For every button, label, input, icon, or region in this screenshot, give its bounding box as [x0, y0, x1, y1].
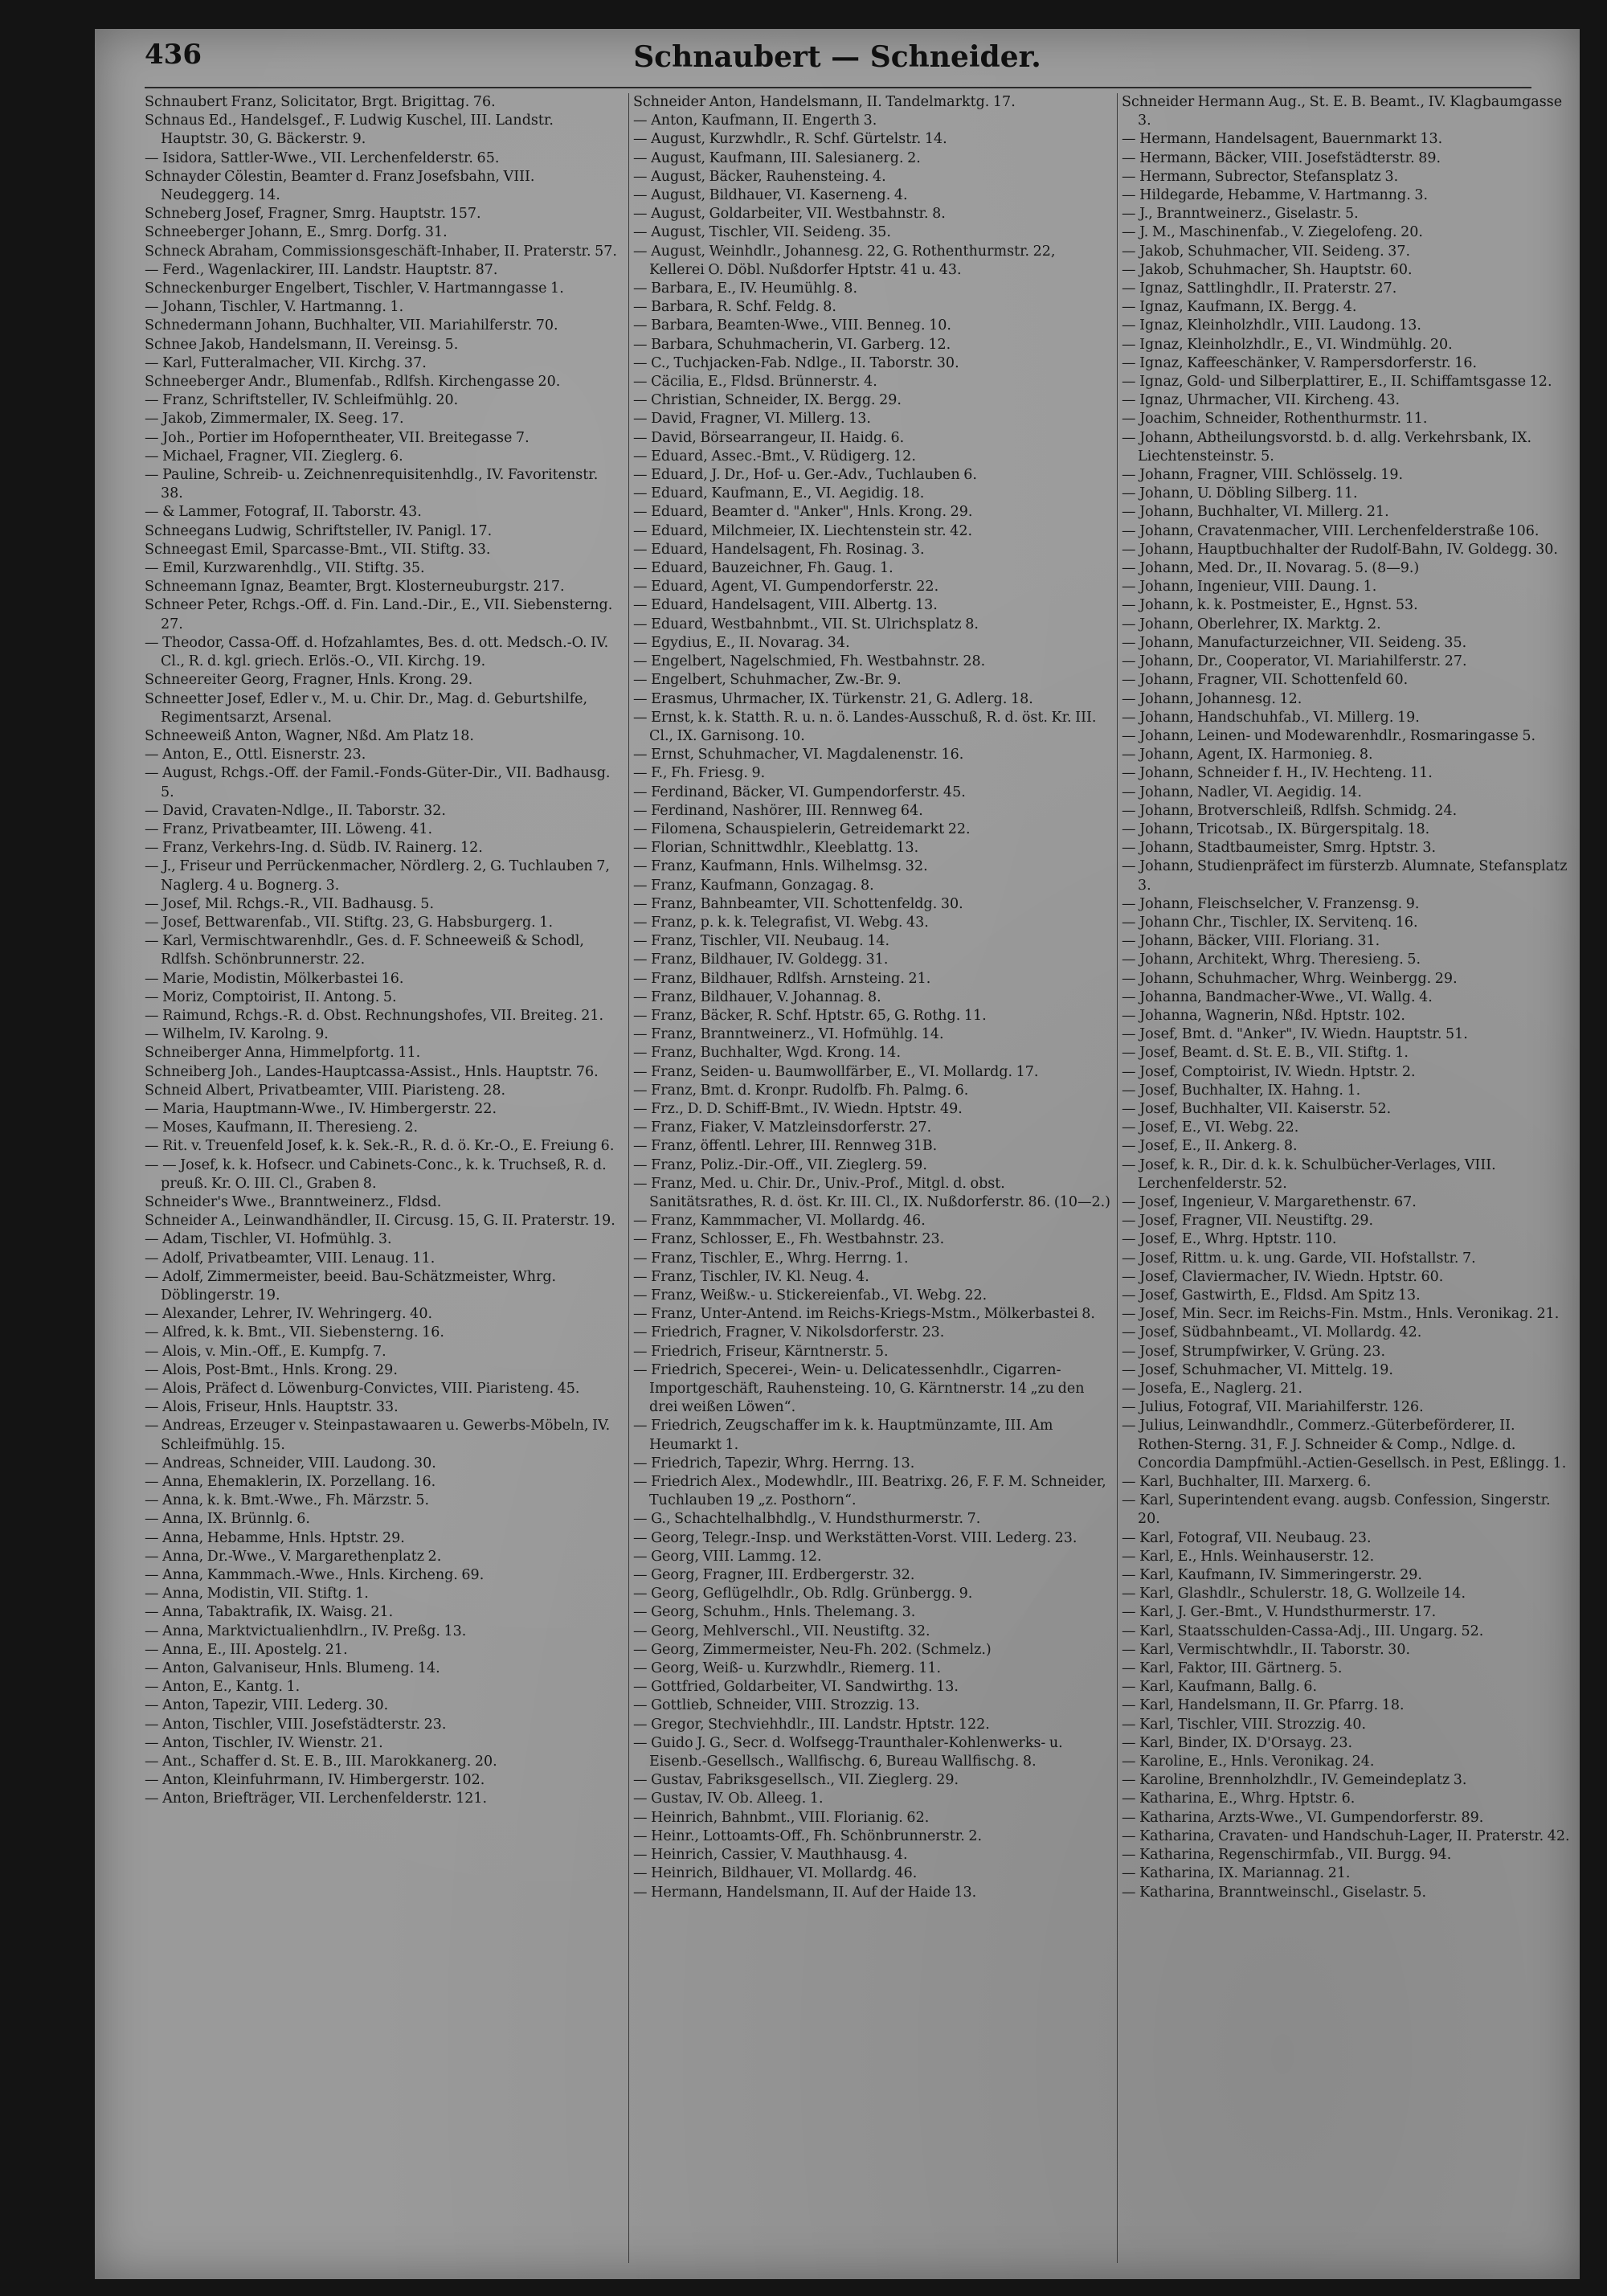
directory-entry: — Emil, Kurzwarenhdlg., VII. Stiftg. 35. — [145, 560, 425, 577]
directory-entry: — Johann, Fragner, VIII. Schlösselg. 19. — [1122, 467, 1404, 484]
directory-entry: — Josef, Südbahnbeamt., VI. Mollardg. 42. — [1122, 1324, 1422, 1341]
directory-entry: — Ignaz, Uhrmacher, VII. Kircheng. 43. — [1122, 392, 1401, 409]
directory-entry: Schnaus Ed., Handelsgef., F. Ludwig Kuschel, III. Landstr. Hauptstr. 30, G. Bäckerstr. 9. — [145, 113, 554, 148]
directory-entry: — Eduard, Westbahnbmt., VII. St. Ulrichsplatz 8. — [633, 616, 979, 632]
directory-entry: — Johann, Brotverschleiß, Rdlfsh. Schmidg. 24. — [1122, 802, 1458, 819]
directory-entry: — Johann, Architekt, Whrg. Theresieng. 5. — [1122, 952, 1421, 968]
directory-entry: — Franz, Kaufmann, Gonzagag. 8. — [633, 877, 874, 894]
directory-entry: Schneeberger Andr., Blumenfab., Rdlfsh. Kirchengasse 20. — [145, 374, 561, 391]
directory-entry: — Jakob, Schuhmacher, Sh. Hauptstr. 60. — [1122, 261, 1413, 278]
directory-entry: — Maria, Hauptmann-Wwe., IV. Himbergerstr. 22. — [145, 1100, 497, 1117]
directory-entry: — Johann, Cravatenmacher, VIII. Lerchenfelderstraße 106. — [1122, 522, 1540, 539]
directory-entry: — Anton, Galvaniseur, Hnls. Blumeng. 14. — [145, 1660, 440, 1677]
directory-entry: — Johann, Stadtbaumeister, Smrg. Hptstr. 3. — [1122, 840, 1437, 857]
directory-entry: — Josef, Schuhmacher, VI. Mittelg. 19. — [1122, 1361, 1393, 1378]
directory-entry: — Georg, Weiß- u. Kurzwhdlr., Riemerg. 11. — [633, 1660, 942, 1677]
directory-entry: — Hermann, Handelsmann, II. Auf der Haide 13. — [633, 1884, 977, 1901]
directory-entry: — Johann, Hauptbuchhalter der Rudolf-Bahn, IV. Goldegg. 30. — [1122, 541, 1558, 558]
directory-entry: — Anna, Dr.-Wwe., V. Margarethenplatz 2. — [145, 1548, 442, 1565]
directory-entry: — Karl, Futteralmacher, VII. Kirchg. 37. — [145, 354, 427, 371]
directory-entry: — Katharina, Arzts-Wwe., VI. Gumpendorferstr. 89. — [1122, 1809, 1484, 1826]
directory-entry: — Gustav, Fabriksgesellsch., VII. Zieglerg. 29. — [633, 1772, 959, 1789]
directory-entry: — Josef, E., II. Ankerg. 8. — [1122, 1138, 1298, 1155]
directory-entry: — Franz, Bildhauer, IV. Goldegg. 31. — [633, 952, 889, 968]
directory-entry: — Johann, Nadler, VI. Aegidig. 14. — [1122, 784, 1362, 800]
directory-entry: — Josef, Beamt. d. St. E. B., VII. Stiftg. 1. — [1122, 1045, 1409, 1062]
directory-entry: — Ignaz, Kaffeeschänker, V. Rampersdorferstr. 16. — [1122, 354, 1478, 371]
directory-entry: — Franz, Bäcker, R. Schf. Hptstr. 65, G. Rothg. 11. — [633, 1007, 987, 1024]
directory-entry: — Erasmus, Uhrmacher, IX. Türkenstr. 21, G. Adlerg. 18. — [633, 690, 1033, 707]
directory-entry: — Barbara, E., IV. Heumühlg. 8. — [633, 280, 858, 297]
directory-entry: — David, Fragner, VI. Millerg. 13. — [633, 411, 871, 428]
directory-entry: — Karl, Vermischtwarenhdlr., Ges. d. F. Schneeweiß & Schodl, Rdlfsh. Schönbrunnerstr. 22. — [145, 933, 584, 968]
directory-entry: — Katharina, Branntweinschl., Giselastr. 5. — [1122, 1884, 1427, 1901]
directory-entry: Schneemann Ignaz, Beamter, Brgt. Klosterneuburgstr. 217. — [145, 579, 565, 595]
directory-entry: — Josef, Strumpfwirker, V. Grüng. 23. — [1122, 1343, 1386, 1360]
directory-entry: — Franz, Bildhauer, V. Johannag. 8. — [633, 988, 881, 1005]
directory-entry: — C., Tuchjacken-Fab. Ndlge., II. Taborstr. 30. — [633, 354, 959, 371]
directory-entry: — Anna, Modistin, VII. Stiftg. 1. — [145, 1586, 369, 1602]
directory-entry: Schneer Peter, Rchgs.-Off. d. Fin. Land.-Dir., E., VII. Siebensterng. 27. — [145, 597, 613, 632]
directory-entry: — Franz, Branntweinerz., VI. Hofmühlg. 14. — [633, 1026, 944, 1043]
directory-entry: Schneeweiß Anton, Wagner, Nßd. Am Platz 18. — [145, 727, 474, 744]
directory-entry: — Johann, Schuhmacher, Whrg. Weinbergg. 29. — [1122, 970, 1458, 987]
directory-entry: — Johann, Johannesg. 12. — [1122, 690, 1302, 707]
directory-entry: — Pauline, Schreib- u. Zeichnenrequisitenhdlg., IV. Favoritenstr. 38. — [145, 467, 599, 502]
directory-entry: — Josef, E., Whrg. Hptstr. 110. — [1122, 1231, 1337, 1248]
directory-entry: — Alois, Präfect d. Löwenburg-Convictes, VIII. Piaristeng. 45. — [145, 1381, 580, 1398]
directory-entry: — Johanna, Wagnerin, Nßd. Hptstr. 102. — [1122, 1007, 1405, 1024]
directory-entry: — Johann, Schneider f. H., IV. Hechteng. 11. — [1122, 765, 1433, 782]
directory-entry: — Karl, Superintendent evang. augsb. Confession, Singerstr. 20. — [1122, 1492, 1551, 1528]
directory-entry: — Alois, Post-Bmt., Hnls. Krong. 29. — [145, 1361, 398, 1378]
directory-entry: — Johann, Abtheilungsvorstd. b. d. allg. Verkehrsbank, IX. Liechtensteinstr. 5. — [1122, 429, 1532, 465]
column-rule — [628, 93, 629, 2263]
directory-entry: — Josef, Mil. Rchgs.-R., VII. Badhausg. 5. — [145, 895, 435, 912]
directory-entry: — Christian, Schneider, IX. Bergg. 29. — [633, 392, 902, 409]
directory-entry: — Gustav, IV. Ob. Alleeg. 1. — [633, 1791, 824, 1807]
directory-entry: — Franz, Tischler, IV. Kl. Neug. 4. — [633, 1268, 869, 1285]
directory-entry: — Georg, Mehlverschl., VII. Neustiftg. 32. — [633, 1623, 930, 1639]
directory-entry: — Franz, Tischler, VII. Neubaug. 14. — [633, 933, 890, 950]
directory-entry: — Karl, J. Ger.-Bmt., V. Hundsthurmerstr. 17. — [1122, 1604, 1437, 1621]
directory-entry: — August, Weinhdlr., Johannesg. 22, G. Rothenthurmstr. 22, Kellerei O. Döbl. Nußdorfer Hptstr. 41 u. 43. — [633, 243, 1056, 278]
directory-entry: — Johann, Tischler, V. Hartmanng. 1. — [145, 299, 404, 316]
directory-entry: — Franz, Schriftsteller, IV. Schleifmühlg. 20. — [145, 392, 459, 409]
directory-entry: — Hermann, Subrector, Stefansplatz 3. — [1122, 168, 1399, 185]
directory-column-3 — [1122, 93, 1572, 2268]
directory-entry: — Franz, Poliz.-Dir.-Off., VII. Zieglerg. 59. — [633, 1156, 927, 1173]
directory-entry: — Josef, Rittm. u. k. ung. Garde, VII. Hofstallstr. 7. — [1122, 1250, 1476, 1267]
directory-entry: — Guido J. G., Secr. d. Wolfsegg-Traunthaler-Kohlenwerks- u. Eisenb.-Gesellsch., Wallfischg. 6, Bureau Wallfischg. 8. — [633, 1734, 1063, 1770]
directory-entry: — Georg, Geflügelhdlr., Ob. Rdlg. Grünbergg. 9. — [633, 1586, 973, 1602]
directory-entry: — Barbara, Schuhmacherin, VI. Garberg. 12. — [633, 336, 951, 353]
directory-entry: — Anna, k. k. Bmt.-Wwe., Fh. Märzstr. 5. — [145, 1492, 430, 1509]
directory-entry: — Johann, Tricotsab., IX. Bürgerspitalg. 18. — [1122, 821, 1430, 837]
directory-entry: — August, Bildhauer, VI. Kaserneng. 4. — [633, 187, 908, 204]
directory-entry: — Raimund, Rchgs.-R. d. Obst. Rechnungshofes, VII. Breiteg. 21. — [145, 1007, 604, 1024]
directory-entry: — G., Schachtelhalbhdlg., V. Hundsthurmerstr. 7. — [633, 1511, 981, 1528]
directory-entry: — Franz, Bahnbeamter, VII. Schottenfeldg. 30. — [633, 895, 963, 912]
directory-entry: Schneider Hermann Aug., St. E. B. Beamt., IV. Klagbaumgasse 3. — [1122, 94, 1563, 129]
directory-entry: — Karoline, Brennholzhdlr., IV. Gemeindeplatz 3. — [1122, 1772, 1467, 1789]
directory-entry: — Gregor, Stechviehhdlr., III. Landstr. Hptstr. 122. — [633, 1716, 990, 1733]
directory-entry: — Karoline, E., Hnls. Veronikag. 24. — [1122, 1754, 1375, 1770]
directory-entry: — Johann, Oberlehrer, IX. Marktg. 2. — [1122, 616, 1381, 632]
directory-entry: — Josef, Min. Secr. im Reichs-Fin. Mstm., Hnls. Veronikag. 21. — [1122, 1306, 1560, 1323]
directory-entry: — Jakob, Zimmermaler, IX. Seeg. 17. — [145, 411, 404, 428]
directory-entry: Schneegans Ludwig, Schriftsteller, IV. Panigl. 17. — [145, 522, 493, 539]
directory-entry: Schneider Anton, Handelsmann, II. Tandelmarktg. 17. — [633, 94, 1016, 110]
directory-entry: — Karl, Tischler, VIII. Strozzig. 40. — [1122, 1716, 1367, 1733]
directory-entry: — Michael, Fragner, VII. Zieglerg. 6. — [145, 448, 403, 465]
directory-entry: — Anton, E., Kantg. 1. — [145, 1679, 301, 1696]
directory-entry: — Karl, Staatsschulden-Cassa-Adj., III. Ungarg. 52. — [1122, 1623, 1484, 1639]
directory-entry: — Filomena, Schauspielerin, Getreidemarkt 22. — [633, 821, 971, 837]
directory-entry: — Karl, Kaufmann, Ballg. 6. — [1122, 1679, 1318, 1696]
directory-entry: Schneid Albert, Privatbeamter, VIII. Piaristeng. 28. — [145, 1082, 506, 1099]
directory-entry: — Theodor, Cassa-Off. d. Hofzahlamtes, Bes. d. ott. Medsch.-O. IV. Cl., R. d. kgl. griech. Erlös.-O., VII. Kirchg. 19. — [145, 634, 609, 670]
directory-entry: — Ferdinand, Nashörer, III. Rennweg 64. — [633, 802, 923, 819]
directory-entry: — Karl, Fotograf, VII. Neubaug. 23. — [1122, 1529, 1372, 1546]
directory-entry: — Franz, Schlosser, E., Fh. Westbahnstr. 23. — [633, 1231, 945, 1248]
directory-entry: — Alfred, k. k. Bmt., VII. Siebensterng. 16. — [145, 1324, 444, 1341]
directory-entry: — Josef, Buchhalter, IX. Hahng. 1. — [1122, 1082, 1361, 1099]
directory-entry: — J., Branntweinerz., Giselastr. 5. — [1122, 206, 1359, 223]
directory-entry: — Eduard, Milchmeier, IX. Liechtenstein str. 42. — [633, 522, 973, 539]
directory-entry: — David, Cravaten-Ndlge., II. Taborstr. 32. — [145, 802, 446, 819]
directory-entry: — August, Bäcker, Rauhensteing. 4. — [633, 168, 886, 185]
directory-entry: — Johann, U. Döbling Silberg. 11. — [1122, 485, 1358, 502]
directory-entry: — Eduard, Handelsagent, VIII. Albertg. 13. — [633, 597, 938, 614]
column-rule — [1117, 93, 1118, 2263]
directory-entry: — Katharina, IX. Mariannag. 21. — [1122, 1865, 1351, 1882]
directory-entry: — Johann, Manufacturzeichner, VII. Seideng. 35. — [1122, 634, 1467, 651]
directory-entry: — Barbara, R. Schf. Feldg. 8. — [633, 299, 836, 316]
directory-entry: — Anna, Ehemaklerin, IX. Porzellang. 16. — [145, 1474, 436, 1491]
directory-entry: — Anton, Tischler, IV. Wienstr. 21. — [145, 1734, 383, 1751]
directory-entry: — Eduard, Handelsagent, Fh. Rosinag. 3. — [633, 541, 925, 558]
directory-entry: — Josef, k. R., Dir. d. k. k. Schulbücher-Verlages, VIII. Lerchenfelderstr. 52. — [1122, 1156, 1496, 1192]
directory-entry: — Heinrich, Bildhauer, VI. Mollardg. 46. — [633, 1865, 918, 1882]
directory-entry: — Ignaz, Kleinholzhdlr., E., VI. Windmühlg. 20. — [1122, 336, 1453, 353]
directory-entry: Schneiberg Joh., Landes-Hauptcassa-Assist., Hnls. Hauptstr. 76. — [145, 1063, 599, 1080]
directory-entry: — Johann, Med. Dr., II. Novarag. 5. (8—9.) — [1122, 560, 1420, 577]
directory-entry: — Josef, Ingenieur, V. Margarethenstr. 67. — [1122, 1193, 1417, 1210]
directory-entry: — Friedrich, Specerei-, Wein- u. Delicatessenhdlr., Cigarren-Importgeschäft, Rauhensteing. 10, G. Kärntnerstr. 14 „zu den drei weißen Löwen“. — [633, 1361, 1085, 1416]
running-head: Schnaubert — Schneider. — [633, 40, 1041, 74]
directory-entry: — Heinr., Lottoamts-Off., Fh. Schönbrunnerstr. 2. — [633, 1827, 983, 1844]
directory-entry: Schneider A., Leinwandhändler, II. Circusg. 15, G. II. Praterstr. 19. — [145, 1213, 615, 1230]
directory-entry: — Eduard, Agent, VI. Gumpendorferstr. 22. — [633, 579, 939, 595]
directory-entry: — Johann, Fragner, VII. Schottenfeld 60. — [1122, 672, 1409, 689]
directory-entry: — Karl, Glashdlr., Schulerstr. 18, G. Wollzeile 14. — [1122, 1586, 1466, 1602]
directory-entry: — Josef, Bettwarenfab., VII. Stiftg. 23, G. Habsburgerg. 1. — [145, 914, 554, 931]
directory-entry: — Anton, Briefträger, VII. Lerchenfelderstr. 121. — [145, 1791, 488, 1807]
directory-entry: — Alexander, Lehrer, IV. Wehringerg. 40. — [145, 1306, 433, 1323]
directory-entry: — Georg, Telegr.-Insp. und Werkstätten-Vorst. VIII. Lederg. 23. — [633, 1529, 1077, 1546]
directory-column-2 — [633, 93, 1111, 2268]
directory-entry: — Anton, Kleinfuhrmann, IV. Himbergerstr. 102. — [145, 1772, 485, 1789]
directory-entry: — August, Kurzwhdlr., R. Schf. Gürtelstr. 14. — [633, 131, 947, 148]
directory-column-1 — [145, 93, 623, 2268]
directory-entry: — Ernst, Schuhmacher, VI. Magdalenenstr. 16. — [633, 747, 964, 763]
directory-entry: — Johann, Leinen- und Modewarenhdlr., Rosmaringasse 5. — [1122, 727, 1536, 744]
directory-entry: — Friedrich, Fragner, V. Nikolsdorferstr. 23. — [633, 1324, 945, 1341]
directory-entry: — Johann, Ingenieur, VIII. Daung. 1. — [1122, 579, 1377, 595]
directory-entry: — Julius, Fotograf, VII. Mariahilferstr. 126. — [1122, 1399, 1424, 1416]
directory-entry: — Karl, Vermischtwhdlr., II. Taborstr. 30. — [1122, 1641, 1411, 1658]
directory-entry: — Franz, Med. u. Chir. Dr., Univ.-Prof., Mitgl. d. obst. Sanitätsrathes, R. d. öst. Kr. III. Cl., IX. Nußdorferstr. 86. (10—2.) — [633, 1175, 1110, 1210]
directory-entry: — Joachim, Schneider, Rothenthurmstr. 11. — [1122, 411, 1428, 428]
directory-entry: — Rit. v. Treuenfeld Josef, k. k. Sek.-R., R. d. ö. Kr.-O., E. Freiung 6. — [145, 1138, 615, 1155]
directory-entry: — Eduard, J. Dr., Hof- u. Ger.-Adv., Tuchlauben 6. — [633, 467, 977, 484]
directory-entry: Schneereiter Georg, Fragner, Hnls. Krong. 29. — [145, 672, 473, 689]
directory-entry: — Josefa, E., Naglerg. 21. — [1122, 1381, 1302, 1398]
directory-entry: Schnedermann Johann, Buchhalter, VII. Mariahilferstr. 70. — [145, 317, 558, 334]
directory-entry: — Friedrich Alex., Modewhdlr., III. Beatrixg. 26, F. F. M. Schneider, Tuchlauben 19 „z. Posthorn“. — [633, 1474, 1106, 1509]
directory-entry: — Joh., Portier im Hofoperntheater, VII. Breitegasse 7. — [145, 429, 530, 446]
directory-entry: — Karl, E., Hnls. Weinhauserstr. 12. — [1122, 1548, 1375, 1565]
directory-entry: — Johann, Studienpräfect im fürsterzb. Alumnate, Stefansplatz 3. — [1122, 858, 1568, 894]
directory-entry: Schneck Abraham, Commissionsgeschäft-Inhaber, II. Praterstr. 57. — [145, 243, 617, 260]
directory-entry: Schneckenburger Engelbert, Tischler, V. Hartmanngasse 1. — [145, 280, 564, 297]
directory-entry: — Anna, IX. Brünnlg. 6. — [145, 1511, 310, 1528]
directory-entry: Schnee Jakob, Handelsmann, II. Vereinsg. 5. — [145, 336, 459, 353]
directory-entry: — Friedrich, Friseur, Kärntnerstr. 5. — [633, 1343, 889, 1360]
directory-entry: — Franz, Privatbeamter, III. Löweng. 41. — [145, 821, 433, 837]
directory-entry: — Franz, Seiden- u. Baumwollfärber, E., VI. Mollardg. 17. — [633, 1063, 1039, 1080]
directory-entry: — Katharina, Cravaten- und Handschuh-Lager, II. Praterstr. 42. — [1122, 1827, 1570, 1844]
directory-entry: — Anna, Tabaktrafik, IX. Waisg. 21. — [145, 1604, 394, 1621]
directory-entry: — Engelbert, Schuhmacher, Zw.-Br. 9. — [633, 672, 902, 689]
directory-entry: — Wilhelm, IV. Karolng. 9. — [145, 1026, 329, 1043]
directory-entry: — Moses, Kaufmann, II. Theresieng. 2. — [145, 1119, 419, 1136]
directory-entry: — Anna, E., III. Apostelg. 21. — [145, 1641, 348, 1658]
directory-entry: — Hermann, Handelsagent, Bauernmarkt 13. — [1122, 131, 1443, 148]
directory-entry: — Josef, Gastwirth, E., Fldsd. Am Spitz 13. — [1122, 1287, 1421, 1304]
directory-entry: — Katharina, Regenschirmfab., VII. Burgg. 94. — [1122, 1847, 1452, 1864]
directory-page — [95, 29, 1580, 2279]
directory-entry: — Johann Chr., Tischler, IX. Servitenq. 16. — [1122, 914, 1418, 931]
directory-entry: — Georg, Zimmermeister, Neu-Fh. 202. (Schmelz.) — [633, 1641, 992, 1658]
directory-entry: — Johann, Handschuhfab., VI. Millerg. 19. — [1122, 709, 1420, 726]
directory-entry: — Franz, Bildhauer, Rdlfsh. Arnsteing. 21. — [633, 970, 931, 987]
directory-entry: — Katharina, E., Whrg. Hptstr. 6. — [1122, 1791, 1356, 1807]
directory-entry: — Josef, E., VI. Webg. 22. — [1122, 1119, 1299, 1136]
directory-entry: — Friedrich, Tapezir, Whrg. Herrng. 13. — [633, 1455, 915, 1471]
directory-entry: — Franz, p. k. k. Telegrafist, VI. Webg. 43. — [633, 914, 929, 931]
directory-entry: — Marie, Modistin, Mölkerbastei 16. — [145, 970, 404, 987]
directory-entry: Schnaubert Franz, Solicitator, Brgt. Brigittag. 76. — [145, 94, 496, 110]
directory-entry: — Franz, Buchhalter, Wgd. Krong. 14. — [633, 1045, 902, 1062]
directory-entry: — & Lammer, Fotograf, II. Taborstr. 43. — [145, 504, 422, 521]
directory-entry: — Karl, Buchhalter, III. Marxerg. 6. — [1122, 1474, 1372, 1491]
directory-entry: — J. M., Maschinenfab., V. Ziegelofeng. 20. — [1122, 224, 1423, 241]
directory-entry: — Franz, Kaufmann, Hnls. Wilhelmsg. 32. — [633, 858, 928, 875]
directory-entry: — Georg, Schuhm., Hnls. Thelemang. 3. — [633, 1604, 916, 1621]
directory-entry: — Anton, Tapezir, VIII. Lederg. 30. — [145, 1697, 389, 1714]
directory-entry: — Josef, Bmt. d. "Anker", IV. Wiedn. Hauptstr. 51. — [1122, 1026, 1468, 1043]
directory-entry: — August, Kaufmann, III. Salesianerg. 2. — [633, 149, 921, 166]
directory-entry: — Adam, Tischler, VI. Hofmühlg. 3. — [145, 1231, 392, 1248]
directory-entry: — Johann, Agent, IX. Harmonieg. 8. — [1122, 747, 1373, 763]
directory-entry: — J., Friseur und Perrückenmacher, Nördlerg. 2, G. Tuchlauben 7, Naglerg. 4 u. Bognerg. 3. — [145, 858, 610, 894]
directory-entry: — Moriz, Comptoirist, II. Antong. 5. — [145, 988, 397, 1005]
directory-entry: — Gottfried, Goldarbeiter, VI. Sandwirthg. 13. — [633, 1679, 959, 1696]
directory-entry: — Julius, Leinwandhdlr., Commerz.-Güterbeförderer, II. Rothen-Sterng. 31, F. J. Schneider & Comp., Ndlge. d. Concordia Dampfmühl.-Actien-Gesellsch. in Pest, Eßlingg. 1. — [1122, 1418, 1567, 1471]
directory-entry: — August, Rchgs.-Off. der Famil.-Fonds-Güter-Dir., VII. Badhausg. 5. — [145, 765, 611, 800]
directory-entry: — Engelbert, Nagelschmied, Fh. Westbahnstr. 28. — [633, 653, 986, 670]
directory-entry: — Karl, Kaufmann, IV. Simmeringerstr. 29. — [1122, 1567, 1422, 1584]
directory-entry: — Josef, Buchhalter, VII. Kaiserstr. 52. — [1122, 1100, 1392, 1117]
directory-entry: — Heinrich, Bahnbmt., VIII. Florianig. 62. — [633, 1809, 930, 1826]
header-rule — [145, 87, 1531, 88]
directory-entry: — Josef, Fragner, VII. Neustiftg. 29. — [1122, 1213, 1374, 1230]
directory-entry: — Ferdinand, Bäcker, VI. Gumpendorferstr. 45. — [633, 784, 966, 800]
directory-entry: — Franz, Kammmacher, VI. Mollardg. 46. — [633, 1213, 926, 1230]
directory-entry: — Karl, Handelsmann, II. Gr. Pfarrg. 18. — [1122, 1697, 1405, 1714]
directory-entry: — Hildegarde, Hebamme, V. Hartmanng. 3. — [1122, 187, 1429, 204]
directory-entry: Schneeberger Johann, E., Smrg. Dorfg. 31. — [145, 224, 448, 241]
directory-entry: — August, Goldarbeiter, VII. Westbahnstr. 8. — [633, 206, 946, 223]
directory-entry: — Franz, öffentl. Lehrer, III. Rennweg 31B. — [633, 1138, 938, 1155]
directory-entry: — Anna, Hebamme, Hnls. Hptstr. 29. — [145, 1529, 405, 1546]
directory-entry: — Josef, Comptoirist, IV. Wiedn. Hptstr. 2. — [1122, 1063, 1416, 1080]
directory-entry: — Johann, k. k. Postmeister, E., Hgnst. 53. — [1122, 597, 1418, 614]
directory-entry: — Ignaz, Gold- und Silberplattirer, E., II. Schiffamtsgasse 12. — [1122, 374, 1552, 391]
directory-entry: — Anna, Marktvictualienhdlrn., IV. Preßg. 13. — [145, 1623, 467, 1639]
directory-entry: — Alois, Friseur, Hnls. Hauptstr. 33. — [145, 1399, 399, 1416]
directory-entry: — Ant., Schaffer d. St. E. B., III. Marokkanerg. 20. — [145, 1754, 497, 1770]
directory-entry: — Friedrich, Zeugschaffer im k. k. Hauptmünzamte, III. Am Heumarkt 1. — [633, 1418, 1053, 1453]
directory-entry: Schneiberger Anna, Himmelpfortg. 11. — [145, 1045, 421, 1062]
directory-entry: Schneider's Wwe., Branntweinerz., Fldsd. — [145, 1193, 442, 1210]
directory-entry: — Franz, Unter-Antend. im Reichs-Kriegs-Mstm., Mölkerbastei 8. — [633, 1306, 1095, 1323]
directory-entry: — Johann, Buchhalter, VI. Millerg. 21. — [1122, 504, 1389, 521]
directory-entry: — Johann, Bäcker, VIII. Floriang. 31. — [1122, 933, 1380, 950]
directory-entry: — F., Fh. Friesg. 9. — [633, 765, 766, 782]
directory-entry: — Ignaz, Kleinholzhdlr., VIII. Laudong. 13. — [1122, 317, 1421, 334]
page-number: 436 — [145, 39, 202, 71]
directory-entry: — Frz., D. D. Schiff-Bmt., IV. Wiedn. Hptstr. 49. — [633, 1100, 963, 1117]
directory-entry: — Karl, Binder, IX. D'Orsayg. 23. — [1122, 1734, 1353, 1751]
directory-entry: — Franz, Weißw.- u. Stickereienfab., VI. Webg. 22. — [633, 1287, 988, 1304]
directory-entry: — Karl, Faktor, III. Gärtnerg. 5. — [1122, 1660, 1343, 1677]
directory-entry: Schneberg Josef, Fragner, Smrg. Hauptstr. 157. — [145, 206, 481, 223]
directory-entry: — — Josef, k. k. Hofsecr. und Cabinets-Conc., k. k. Truchseß, R. d. preuß. Kr. O. III. Cl., Graben 8. — [145, 1156, 607, 1192]
directory-entry: — Josef, Claviermacher, IV. Wiedn. Hptstr. 60. — [1122, 1268, 1444, 1285]
directory-entry: — Franz, Tischler, E., Whrg. Herrng. 1. — [633, 1250, 909, 1267]
directory-entry: — Adolf, Privatbeamter, VIII. Lenaug. 11. — [145, 1250, 435, 1267]
directory-entry: — Anton, Tischler, VIII. Josefstädterstr. 23. — [145, 1716, 447, 1733]
directory-entry: — Franz, Bmt. d. Kronpr. Rudolfb. Fh. Palmg. 6. — [633, 1082, 969, 1099]
directory-entry: — Eduard, Assec.-Bmt., V. Rüdigerg. 12. — [633, 448, 916, 465]
directory-entry: — Ferd., Wagenlackirer, III. Landstr. Hauptstr. 87. — [145, 261, 498, 278]
directory-entry: — Georg, Fragner, III. Erdbergerstr. 32. — [633, 1567, 915, 1584]
directory-entry: Schnayder Cölestin, Beamter d. Franz Josefsbahn, VIII. Neudeggerg. 14. — [145, 168, 535, 204]
directory-entry: — Egydius, E., II. Novarag. 34. — [633, 634, 850, 651]
directory-entry: — Alois, v. Min.-Off., E. Kumpfg. 7. — [145, 1343, 386, 1360]
directory-entry: — Eduard, Kaufmann, E., VI. Aegidig. 18. — [633, 485, 925, 502]
directory-entry: — Ernst, k. k. Statth. R. u. n. ö. Landes-Ausschuß, R. d. öst. Kr. III. Cl., IX. Garnisong. 10. — [633, 709, 1097, 744]
directory-entry: Schneegast Emil, Sparcasse-Bmt., VII. Stiftg. 33. — [145, 541, 491, 558]
directory-entry: — Johann, Dr., Cooperator, VI. Mariahilferstr. 27. — [1122, 653, 1467, 670]
directory-entry: — Barbara, Beamten-Wwe., VIII. Benneg. 10. — [633, 317, 951, 334]
directory-entry: — Eduard, Bauzeichner, Fh. Gaug. 1. — [633, 560, 893, 577]
directory-entry: — Jakob, Schuhmacher, VII. Seideng. 37. — [1122, 243, 1411, 260]
directory-entry: — Franz, Verkehrs-Ing. d. Südb. IV. Rainerg. 12. — [145, 840, 483, 857]
directory-entry: — August, Tischler, VII. Seideng. 35. — [633, 224, 891, 241]
directory-entry: — Cäcilia, E., Fldsd. Brünnerstr. 4. — [633, 374, 877, 391]
directory-entry: — Andreas, Schneider, VIII. Laudong. 30. — [145, 1455, 436, 1471]
directory-entry: — Gottlieb, Schneider, VIII. Strozzig. 13. — [633, 1697, 920, 1714]
directory-entry: — Anna, Kammmach.-Wwe., Hnls. Kircheng. 69. — [145, 1567, 485, 1584]
directory-entry: — Georg, VIII. Lammg. 12. — [633, 1548, 822, 1565]
directory-entry: — Anton, Kaufmann, II. Engerth 3. — [633, 113, 877, 129]
directory-entry: — Hermann, Bäcker, VIII. Josefstädterstr. 89. — [1122, 149, 1441, 166]
directory-entry: — David, Börsearrangeur, II. Haidg. 6. — [633, 429, 905, 446]
directory-entry: — Isidora, Sattler-Wwe., VII. Lerchenfelderstr. 65. — [145, 149, 500, 166]
directory-entry: — Franz, Fiaker, V. Matzleinsdorferstr. 27. — [633, 1119, 932, 1136]
directory-entry: — Heinrich, Cassier, V. Mauthhausg. 4. — [633, 1847, 908, 1864]
directory-entry: — Ignaz, Sattlinghdlr., II. Praterstr. 27. — [1122, 280, 1397, 297]
directory-entry: — Anton, E., Ottl. Eisnerstr. 23. — [145, 747, 366, 763]
directory-entry: Schneetter Josef, Edler v., M. u. Chir. Dr., Mag. d. Geburtshilfe, Regimentsarzt, Arsenal. — [145, 690, 588, 726]
directory-entry: — Johanna, Bandmacher-Wwe., VI. Wallg. 4. — [1122, 988, 1433, 1005]
directory-entry: — Eduard, Beamter d. "Anker", Hnls. Krong. 29. — [633, 504, 973, 521]
directory-entry: — Johann, Fleischselcher, V. Franzensg. 9. — [1122, 895, 1420, 912]
directory-entry: — Andreas, Erzeuger v. Steinpastawaaren u. Gewerbs-Möbeln, IV. Schleifmühlg. 15. — [145, 1418, 611, 1453]
directory-entry: — Ignaz, Kaufmann, IX. Bergg. 4. — [1122, 299, 1357, 316]
directory-entry: — Florian, Schnittwdhlr., Kleeblattg. 13. — [633, 840, 919, 857]
directory-entry: — Adolf, Zimmermeister, beeid. Bau-Schätzmeister, Whrg. Döblingerstr. 19. — [145, 1268, 557, 1304]
